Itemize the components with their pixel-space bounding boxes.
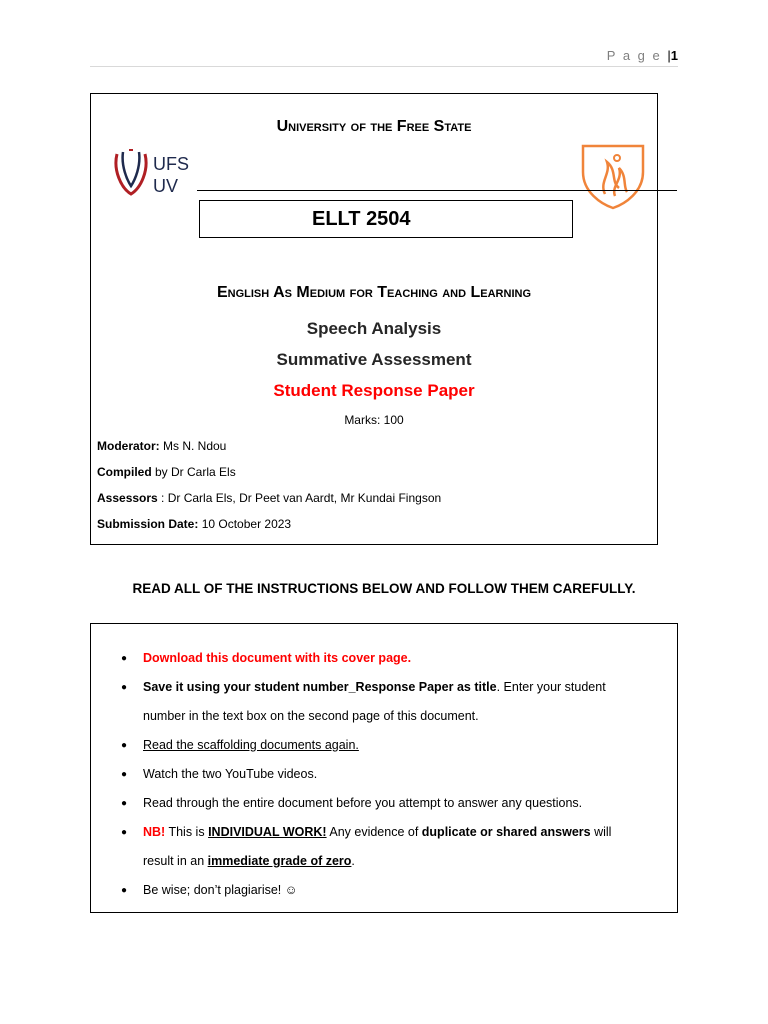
bullet-icon: ● (121, 827, 128, 838)
instruction-plagiarise: Be wise; don’t plagiarise! ☺ (143, 883, 298, 897)
bullet-icon: ● (121, 769, 128, 780)
instruction-videos: Watch the two YouTube videos. (143, 767, 318, 781)
grade-zero: immediate grade of zero (207, 854, 352, 868)
bullet-icon: ● (121, 798, 128, 809)
course-divider (197, 190, 677, 191)
header-divider (90, 66, 678, 67)
submission-value: 10 October 2023 (198, 517, 292, 531)
bullet-icon: ● (121, 653, 128, 664)
moderator-label: Moderator: (97, 439, 160, 453)
bullet-icon: ● (121, 682, 128, 693)
instruction-save-line2: number in the text box on the second page of this document. (143, 709, 479, 723)
paper-title: Student Response Paper (273, 381, 475, 400)
moderator-line (97, 439, 226, 453)
submission-label: Submission Date: (97, 517, 199, 531)
instruction-download: Download this document with its cover page. (143, 651, 412, 665)
page-number: 1 (670, 48, 678, 63)
nb-text-5: . (351, 854, 355, 868)
cover-box (90, 93, 658, 545)
nb-text-4: result in an (143, 854, 208, 868)
instruction-save-rest: . Enter your student (496, 680, 606, 694)
instruction-save (143, 673, 663, 702)
bullet-icon: ● (121, 885, 128, 896)
module-title: English As Medium for Teaching and Learning (216, 284, 532, 301)
instructions-box (90, 623, 678, 913)
assessors-value: : Dr Carla Els, Dr Peet van Aardt, Mr Kundai Fingson (157, 491, 442, 505)
assessors-line (97, 491, 441, 505)
page-header (607, 48, 678, 63)
instruction-nb (143, 818, 663, 847)
instruction-nb-line2 (143, 847, 663, 876)
subtitle-summative-assessment: Summative Assessment (276, 350, 472, 369)
nb-text-3: will (590, 825, 612, 839)
instruction-read-through: Read through the entire document before you attempt to answer any questions. (143, 796, 583, 810)
ufs-logo-line2: UV (153, 176, 179, 196)
marks-total: Marks: 100 (344, 413, 404, 427)
instruction-scaffolding: Read the scaffolding documents again. (143, 738, 359, 752)
bullet-icon: ● (121, 740, 128, 751)
crest-logo (577, 142, 649, 217)
moderator-value: Ms N. Ndou (159, 439, 227, 453)
nb-text-1: This is (165, 825, 209, 839)
compiled-label: Compiled (97, 465, 152, 479)
ufs-logo (111, 146, 201, 207)
ufs-logo-line1: UFS (153, 154, 189, 174)
submission-line (97, 517, 291, 531)
page-separator: | (667, 48, 671, 63)
assessors-label: Assessors (97, 491, 158, 505)
compiled-value: by Dr Carla Els (151, 465, 236, 479)
instructions-heading: READ ALL OF THE INSTRUCTIONS BELOW AND FOLLOW THEM CAREFULLY. (132, 581, 636, 596)
page-word: P a g e (606, 48, 662, 63)
nb-label: NB! (143, 825, 166, 839)
course-code-box: ELLT 2504 (199, 200, 573, 238)
university-name: University of the Free State (276, 118, 472, 135)
compiled-line (97, 465, 236, 479)
instruction-save-bold: Save it using your student number_Response Paper as title (143, 680, 497, 694)
nb-text-2: Any evidence of (326, 825, 422, 839)
individual-work: INDIVIDUAL WORK! (208, 825, 327, 839)
duplicate-answers: duplicate or shared answers (421, 825, 591, 839)
subtitle-speech-analysis: Speech Analysis (306, 319, 442, 338)
